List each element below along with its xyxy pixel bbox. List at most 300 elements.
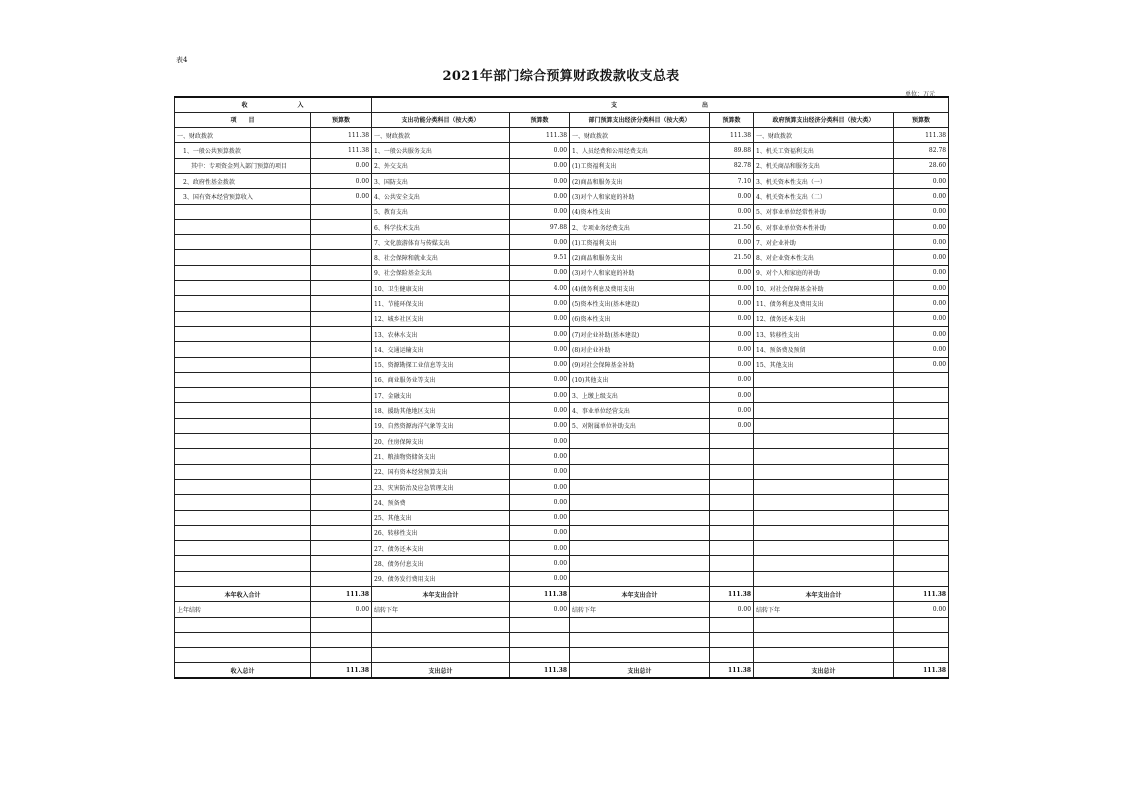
dept-econ-amount-cell: 0.00 bbox=[710, 602, 754, 617]
gov-econ-amount-cell: 0.00 bbox=[894, 235, 949, 250]
gov-econ-item-cell: 3、机关资本性支出（一） bbox=[754, 173, 894, 188]
dept-econ-item-cell: (10)其他支出 bbox=[570, 372, 710, 387]
func-item-cell: 15、资源勘探工业信息等支出 bbox=[372, 357, 510, 372]
table-row bbox=[175, 418, 949, 433]
income-group-header: 收 入 bbox=[175, 97, 372, 112]
dept-econ-item-cell bbox=[570, 495, 710, 510]
income-item-cell bbox=[175, 525, 311, 540]
dept-econ-item-cell: (1)工资福利支出 bbox=[570, 235, 710, 250]
expense-group-header: 支 出 bbox=[372, 97, 949, 112]
income-amount-cell bbox=[311, 219, 372, 234]
gov-econ-amount-cell: 111.38 bbox=[894, 128, 949, 143]
table-row bbox=[175, 265, 949, 280]
func-item-cell: 25、其他支出 bbox=[372, 510, 510, 525]
func-amount-cell: 0.00 bbox=[510, 143, 570, 158]
income-item-cell bbox=[175, 296, 311, 311]
income-amount-cell: 0.00 bbox=[311, 173, 372, 188]
dept-econ-item-cell: 本年支出合计 bbox=[570, 587, 710, 602]
table-row bbox=[175, 372, 949, 387]
gov-econ-item-cell: 8、对企业资本性支出 bbox=[754, 250, 894, 265]
dept-econ-item-cell: 4、事业单位经营支出 bbox=[570, 403, 710, 418]
table-row bbox=[175, 388, 949, 403]
gov-econ-amount-cell: 0.00 bbox=[894, 296, 949, 311]
dept-econ-item-cell bbox=[570, 541, 710, 556]
income-amount-cell bbox=[311, 556, 372, 571]
gov-econ-amount-cell bbox=[894, 571, 949, 586]
func-item-cell: 7、文化旅游体育与传媒支出 bbox=[372, 235, 510, 250]
income-amount-cell: 111.38 bbox=[311, 128, 372, 143]
gov-econ-item-cell bbox=[754, 418, 894, 433]
income-item-cell: 其中：专项资金列入部门预算的项目 bbox=[175, 158, 311, 173]
dept-econ-amount-cell bbox=[710, 617, 754, 632]
func-item-cell bbox=[372, 632, 510, 647]
income-amount-cell bbox=[311, 372, 372, 387]
gov-econ-amount-cell: 111.38 bbox=[894, 663, 949, 678]
gov-econ-amount-cell: 0.00 bbox=[894, 173, 949, 188]
func-amount-cell: 0.00 bbox=[510, 571, 570, 586]
func-amount-cell: 0.00 bbox=[510, 525, 570, 540]
gov-econ-item-cell bbox=[754, 464, 894, 479]
gov-econ-amount-cell bbox=[894, 525, 949, 540]
gov-econ-item-cell bbox=[754, 617, 894, 632]
func-item-cell: 28、债务付息支出 bbox=[372, 556, 510, 571]
dept-econ-amount-cell: 111.38 bbox=[710, 128, 754, 143]
func-amount-cell: 0.00 bbox=[510, 479, 570, 494]
income-amount-cell bbox=[311, 510, 372, 525]
func-item-cell bbox=[372, 648, 510, 663]
income-item-cell bbox=[175, 388, 311, 403]
income-amount-cell bbox=[311, 388, 372, 403]
group-header-row bbox=[175, 97, 949, 112]
func-item-cell: 6、科学技术支出 bbox=[372, 219, 510, 234]
income-amount-cell bbox=[311, 311, 372, 326]
dept-econ-item-cell: (2)商品和服务支出 bbox=[570, 173, 710, 188]
income-amount-cell bbox=[311, 403, 372, 418]
dept-econ-item-cell: (6)资本性支出 bbox=[570, 311, 710, 326]
gov-econ-amount-cell bbox=[894, 479, 949, 494]
func-item-cell: 14、交通运输支出 bbox=[372, 342, 510, 357]
gov-econ-amount-cell bbox=[894, 556, 949, 571]
func-item-cell: 9、社会保险基金支出 bbox=[372, 265, 510, 280]
func-item-cell: 16、商业服务业等支出 bbox=[372, 372, 510, 387]
dept-econ-item-cell bbox=[570, 449, 710, 464]
income-amount-cell bbox=[311, 357, 372, 372]
gov-econ-amount-cell bbox=[894, 632, 949, 647]
func-item-cell: 8、社会保障和就业支出 bbox=[372, 250, 510, 265]
income-amount-cell: 111.38 bbox=[311, 143, 372, 158]
func-amount-cell: 111.38 bbox=[510, 128, 570, 143]
func-item-cell: 20、住房保障支出 bbox=[372, 434, 510, 449]
gov-econ-item-cell: 支出总计 bbox=[754, 663, 894, 678]
income-item-cell bbox=[175, 219, 311, 234]
income-item-cell bbox=[175, 418, 311, 433]
dept-econ-item-cell: (4)债务利息及费用支出 bbox=[570, 281, 710, 296]
dept-econ-amount-cell: 21.50 bbox=[710, 219, 754, 234]
gov-econ-item-cell bbox=[754, 541, 894, 556]
table-row bbox=[175, 281, 949, 296]
income-amount-cell bbox=[311, 571, 372, 586]
table-row bbox=[175, 510, 949, 525]
income-amount-cell bbox=[311, 296, 372, 311]
dept-econ-amount-cell: 0.00 bbox=[710, 342, 754, 357]
gov-econ-item-cell: 4、机关资本性支出（二） bbox=[754, 189, 894, 204]
year-total-row bbox=[175, 587, 949, 602]
table-row bbox=[175, 449, 949, 464]
func-amount-cell: 0.00 bbox=[510, 556, 570, 571]
dept-econ-amount-cell: 0.00 bbox=[710, 189, 754, 204]
income-amount-cell: 111.38 bbox=[311, 587, 372, 602]
col-header-gov-econ: 政府预算支出经济分类科目（按大类） bbox=[754, 112, 894, 127]
table-row bbox=[175, 173, 949, 188]
page-title: 2021年部门综合预算财政拨款收支总表 bbox=[442, 69, 680, 84]
income-item-cell bbox=[175, 265, 311, 280]
income-amount-cell bbox=[311, 281, 372, 296]
dept-econ-item-cell bbox=[570, 556, 710, 571]
dept-econ-item-cell: (3)对个人和家庭的补助 bbox=[570, 189, 710, 204]
carry-row bbox=[175, 632, 949, 647]
dept-econ-amount-cell: 0.00 bbox=[710, 281, 754, 296]
income-item-cell bbox=[175, 204, 311, 219]
gov-econ-amount-cell: 0.00 bbox=[894, 311, 949, 326]
income-amount-cell bbox=[311, 617, 372, 632]
gov-econ-amount-cell: 0.00 bbox=[894, 357, 949, 372]
func-item-cell bbox=[372, 617, 510, 632]
dept-econ-item-cell bbox=[570, 571, 710, 586]
func-amount-cell: 0.00 bbox=[510, 541, 570, 556]
income-item-cell bbox=[175, 235, 311, 250]
income-amount-cell bbox=[311, 326, 372, 341]
dept-econ-item-cell: 1、人员经费和公用经费支出 bbox=[570, 143, 710, 158]
income-amount-cell bbox=[311, 479, 372, 494]
gov-econ-amount-cell: 28.60 bbox=[894, 158, 949, 173]
gov-econ-item-cell bbox=[754, 479, 894, 494]
dept-econ-amount-cell: 0.00 bbox=[710, 418, 754, 433]
func-amount-cell: 0.00 bbox=[510, 464, 570, 479]
gov-econ-amount-cell bbox=[894, 403, 949, 418]
gov-econ-amount-cell: 0.00 bbox=[894, 602, 949, 617]
income-amount-cell bbox=[311, 235, 372, 250]
income-item-cell bbox=[175, 281, 311, 296]
income-item-cell bbox=[175, 449, 311, 464]
func-amount-cell: 0.00 bbox=[510, 342, 570, 357]
dept-econ-amount-cell: 82.78 bbox=[710, 158, 754, 173]
table-row bbox=[175, 556, 949, 571]
unit-label: 单位：万元 bbox=[905, 91, 936, 98]
func-amount-cell: 0.00 bbox=[510, 449, 570, 464]
func-item-cell: 11、节能环保支出 bbox=[372, 296, 510, 311]
income-amount-cell bbox=[311, 418, 372, 433]
income-item-cell: 上年结转 bbox=[175, 602, 311, 617]
func-amount-cell: 0.00 bbox=[510, 510, 570, 525]
func-amount-cell: 4.00 bbox=[510, 281, 570, 296]
dept-econ-amount-cell bbox=[710, 632, 754, 647]
income-item-cell bbox=[175, 571, 311, 586]
income-amount-cell bbox=[311, 342, 372, 357]
func-item-cell: 结转下年 bbox=[372, 602, 510, 617]
dept-econ-amount-cell bbox=[710, 525, 754, 540]
func-item-cell: 本年支出合计 bbox=[372, 587, 510, 602]
dept-econ-item-cell: 结转下年 bbox=[570, 602, 710, 617]
func-item-cell: 23、灾害防治及应急管理支出 bbox=[372, 479, 510, 494]
income-amount-cell bbox=[311, 434, 372, 449]
func-amount-cell: 9.51 bbox=[510, 250, 570, 265]
dept-econ-item-cell bbox=[570, 464, 710, 479]
gov-econ-item-cell: 1、机关工资福利支出 bbox=[754, 143, 894, 158]
func-amount-cell: 0.00 bbox=[510, 158, 570, 173]
table-row bbox=[175, 541, 949, 556]
income-item-cell bbox=[175, 250, 311, 265]
dept-econ-item-cell bbox=[570, 617, 710, 632]
dept-econ-amount-cell bbox=[710, 479, 754, 494]
dept-econ-item-cell bbox=[570, 648, 710, 663]
dept-econ-item-cell bbox=[570, 525, 710, 540]
income-amount-cell bbox=[311, 265, 372, 280]
dept-econ-item-cell bbox=[570, 510, 710, 525]
func-item-cell: 1、一般公共服务支出 bbox=[372, 143, 510, 158]
income-item-cell bbox=[175, 632, 311, 647]
dept-econ-amount-cell: 0.00 bbox=[710, 204, 754, 219]
gov-econ-amount-cell bbox=[894, 648, 949, 663]
dept-econ-item-cell: 支出总计 bbox=[570, 663, 710, 678]
income-item-cell bbox=[175, 434, 311, 449]
func-item-cell: 22、国有资本经营预算支出 bbox=[372, 464, 510, 479]
gov-econ-item-cell bbox=[754, 525, 894, 540]
table-row bbox=[175, 479, 949, 494]
grand-total-row bbox=[175, 663, 949, 678]
func-item-cell: 4、公共安全支出 bbox=[372, 189, 510, 204]
income-amount-cell bbox=[311, 648, 372, 663]
gov-econ-item-cell: 14、预备费及预留 bbox=[754, 342, 894, 357]
dept-econ-item-cell: 3、上缴上级支出 bbox=[570, 388, 710, 403]
income-item-cell: 2、政府性基金拨款 bbox=[175, 173, 311, 188]
dept-econ-item-cell: (3)对个人和家庭的补助 bbox=[570, 265, 710, 280]
gov-econ-item-cell: 10、对社会保障基金补助 bbox=[754, 281, 894, 296]
income-item-cell bbox=[175, 464, 311, 479]
dept-econ-amount-cell: 0.00 bbox=[710, 388, 754, 403]
income-item-cell bbox=[175, 648, 311, 663]
gov-econ-amount-cell: 0.00 bbox=[894, 281, 949, 296]
col-header-budget: 预算数 bbox=[311, 112, 372, 127]
dept-econ-amount-cell: 111.38 bbox=[710, 587, 754, 602]
income-amount-cell bbox=[311, 541, 372, 556]
gov-econ-amount-cell: 0.00 bbox=[894, 342, 949, 357]
income-amount-cell: 0.00 bbox=[311, 158, 372, 173]
table-number-label: 表4 bbox=[176, 56, 188, 64]
dept-econ-item-cell bbox=[570, 479, 710, 494]
dept-econ-amount-cell bbox=[710, 571, 754, 586]
func-amount-cell: 0.00 bbox=[510, 357, 570, 372]
dept-econ-amount-cell bbox=[710, 495, 754, 510]
gov-econ-amount-cell bbox=[894, 388, 949, 403]
gov-econ-amount-cell bbox=[894, 464, 949, 479]
table-row bbox=[175, 128, 949, 143]
gov-econ-amount-cell: 0.00 bbox=[894, 326, 949, 341]
income-amount-cell bbox=[311, 204, 372, 219]
func-amount-cell: 111.38 bbox=[510, 587, 570, 602]
gov-econ-item-cell bbox=[754, 388, 894, 403]
income-amount-cell bbox=[311, 464, 372, 479]
carry-row bbox=[175, 617, 949, 632]
gov-econ-item-cell: 结转下年 bbox=[754, 602, 894, 617]
dept-econ-item-cell bbox=[570, 434, 710, 449]
dept-econ-amount-cell bbox=[710, 541, 754, 556]
func-amount-cell: 111.38 bbox=[510, 663, 570, 678]
income-item-cell bbox=[175, 357, 311, 372]
col-header-item: 项 目 bbox=[175, 112, 311, 127]
income-item-cell bbox=[175, 510, 311, 525]
gov-econ-amount-cell bbox=[894, 449, 949, 464]
gov-econ-item-cell bbox=[754, 495, 894, 510]
dept-econ-amount-cell: 0.00 bbox=[710, 403, 754, 418]
table-row bbox=[175, 204, 949, 219]
table-row bbox=[175, 495, 949, 510]
income-amount-cell bbox=[311, 632, 372, 647]
col-header-dept-econ: 部门预算支出经济分类科目（按大类） bbox=[570, 112, 710, 127]
budget-table bbox=[174, 96, 949, 679]
func-amount-cell: 0.00 bbox=[510, 265, 570, 280]
gov-econ-amount-cell: 82.78 bbox=[894, 143, 949, 158]
table-row bbox=[175, 571, 949, 586]
carry-row bbox=[175, 602, 949, 617]
func-amount-cell: 0.00 bbox=[510, 602, 570, 617]
income-item-cell: 一、财政拨款 bbox=[175, 128, 311, 143]
gov-econ-item-cell: 5、对事业单位经常性补助 bbox=[754, 204, 894, 219]
table-row bbox=[175, 311, 949, 326]
table-row bbox=[175, 464, 949, 479]
gov-econ-item-cell bbox=[754, 510, 894, 525]
dept-econ-amount-cell bbox=[710, 434, 754, 449]
func-amount-cell: 0.00 bbox=[510, 388, 570, 403]
income-item-cell bbox=[175, 326, 311, 341]
dept-econ-item-cell: (7)对企业补助(基本建设) bbox=[570, 326, 710, 341]
income-item-cell: 1、一般公共预算拨款 bbox=[175, 143, 311, 158]
dept-econ-item-cell: (5)资本性支出(基本建设) bbox=[570, 296, 710, 311]
gov-econ-item-cell: 11、债务利息及费用支出 bbox=[754, 296, 894, 311]
gov-econ-item-cell bbox=[754, 372, 894, 387]
dept-econ-item-cell: (8)对企业补助 bbox=[570, 342, 710, 357]
table-row bbox=[175, 326, 949, 341]
gov-econ-amount-cell bbox=[894, 495, 949, 510]
income-amount-cell bbox=[311, 449, 372, 464]
func-amount-cell: 0.00 bbox=[510, 495, 570, 510]
dept-econ-amount-cell: 0.00 bbox=[710, 265, 754, 280]
dept-econ-amount-cell: 0.00 bbox=[710, 357, 754, 372]
gov-econ-amount-cell bbox=[894, 617, 949, 632]
table-row bbox=[175, 143, 949, 158]
func-item-cell: 3、国防支出 bbox=[372, 173, 510, 188]
func-amount-cell bbox=[510, 632, 570, 647]
func-item-cell: 21、粮油物资储备支出 bbox=[372, 449, 510, 464]
table-row bbox=[175, 219, 949, 234]
gov-econ-item-cell: 本年支出合计 bbox=[754, 587, 894, 602]
gov-econ-item-cell bbox=[754, 648, 894, 663]
func-amount-cell bbox=[510, 617, 570, 632]
dept-econ-amount-cell: 111.38 bbox=[710, 663, 754, 678]
gov-econ-item-cell bbox=[754, 434, 894, 449]
dept-econ-item-cell: 一、财政拨款 bbox=[570, 128, 710, 143]
func-item-cell: 5、教育支出 bbox=[372, 204, 510, 219]
dept-econ-item-cell: (1)工资福利支出 bbox=[570, 158, 710, 173]
func-amount-cell: 0.00 bbox=[510, 296, 570, 311]
gov-econ-item-cell bbox=[754, 449, 894, 464]
func-item-cell: 29、债务发行费用支出 bbox=[372, 571, 510, 586]
table-row bbox=[175, 403, 949, 418]
col-header-budget: 预算数 bbox=[510, 112, 570, 127]
func-item-cell: 一、财政拨款 bbox=[372, 128, 510, 143]
gov-econ-amount-cell: 0.00 bbox=[894, 250, 949, 265]
func-item-cell: 17、金融支出 bbox=[372, 388, 510, 403]
func-amount-cell bbox=[510, 648, 570, 663]
func-item-cell: 12、城乡社区支出 bbox=[372, 311, 510, 326]
func-amount-cell: 0.00 bbox=[510, 235, 570, 250]
gov-econ-item-cell bbox=[754, 556, 894, 571]
dept-econ-item-cell: 5、对附属单位补助支出 bbox=[570, 418, 710, 433]
func-amount-cell: 0.00 bbox=[510, 326, 570, 341]
gov-econ-amount-cell bbox=[894, 372, 949, 387]
dept-econ-item-cell: (4)资本性支出 bbox=[570, 204, 710, 219]
income-item-cell bbox=[175, 556, 311, 571]
income-amount-cell bbox=[311, 495, 372, 510]
dept-econ-item-cell: (2)商品和服务支出 bbox=[570, 250, 710, 265]
gov-econ-item-cell: 6、对事业单位资本性补助 bbox=[754, 219, 894, 234]
func-amount-cell: 0.00 bbox=[510, 173, 570, 188]
gov-econ-item-cell: 9、对个人和家庭的补助 bbox=[754, 265, 894, 280]
func-item-cell: 24、预备费 bbox=[372, 495, 510, 510]
income-item-cell bbox=[175, 342, 311, 357]
col-header-func: 支出功能分类科目（按大类） bbox=[372, 112, 510, 127]
func-amount-cell: 0.00 bbox=[510, 204, 570, 219]
gov-econ-amount-cell: 111.38 bbox=[894, 587, 949, 602]
income-amount-cell bbox=[311, 525, 372, 540]
func-amount-cell: 0.00 bbox=[510, 189, 570, 204]
dept-econ-amount-cell: 0.00 bbox=[710, 235, 754, 250]
table-row bbox=[175, 158, 949, 173]
dept-econ-amount-cell: 0.00 bbox=[710, 296, 754, 311]
func-amount-cell: 97.88 bbox=[510, 219, 570, 234]
gov-econ-item-cell: 12、债务还本支出 bbox=[754, 311, 894, 326]
func-item-cell: 13、农林水支出 bbox=[372, 326, 510, 341]
table-row bbox=[175, 357, 949, 372]
dept-econ-amount-cell: 0.00 bbox=[710, 372, 754, 387]
gov-econ-item-cell: 13、转移性支出 bbox=[754, 326, 894, 341]
dept-econ-amount-cell: 89.88 bbox=[710, 143, 754, 158]
dept-econ-amount-cell bbox=[710, 648, 754, 663]
gov-econ-item-cell: 一、财政拨款 bbox=[754, 128, 894, 143]
income-item-cell bbox=[175, 541, 311, 556]
func-item-cell: 19、自然资源海洋气象等支出 bbox=[372, 418, 510, 433]
col-header-budget: 预算数 bbox=[894, 112, 949, 127]
dept-econ-amount-cell bbox=[710, 556, 754, 571]
func-amount-cell: 0.00 bbox=[510, 434, 570, 449]
func-item-cell: 26、转移性支出 bbox=[372, 525, 510, 540]
income-item-cell: 收入总计 bbox=[175, 663, 311, 678]
dept-econ-amount-cell: 21.50 bbox=[710, 250, 754, 265]
income-item-cell bbox=[175, 403, 311, 418]
table-row bbox=[175, 235, 949, 250]
gov-econ-amount-cell bbox=[894, 434, 949, 449]
income-item-cell bbox=[175, 479, 311, 494]
func-amount-cell: 0.00 bbox=[510, 403, 570, 418]
carry-row bbox=[175, 648, 949, 663]
func-item-cell: 2、外交支出 bbox=[372, 158, 510, 173]
col-header-budget: 预算数 bbox=[710, 112, 754, 127]
income-item-cell bbox=[175, 617, 311, 632]
income-item-cell bbox=[175, 311, 311, 326]
gov-econ-item-cell bbox=[754, 403, 894, 418]
func-item-cell: 18、援助其他地区支出 bbox=[372, 403, 510, 418]
column-header-row bbox=[175, 112, 949, 127]
gov-econ-amount-cell bbox=[894, 510, 949, 525]
